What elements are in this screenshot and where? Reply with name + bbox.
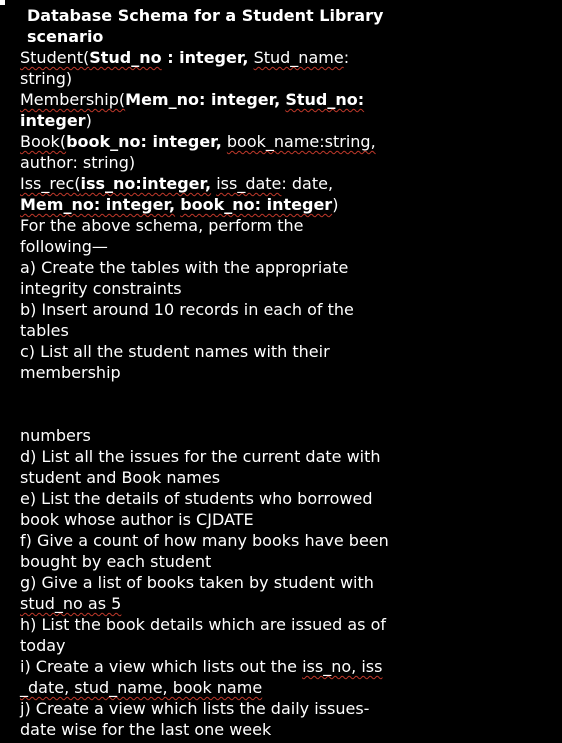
body-line: c) List all the student names with their: [20, 342, 330, 361]
body-line: b) Insert around 10 records in each of the: [20, 300, 354, 319]
body-line-iss-fields: iss_no, iss: [302, 657, 383, 676]
body-line: a) Create the tables with the appropriate: [20, 258, 349, 277]
body-line: integrity constraints: [20, 279, 182, 298]
schema-iss-rec-mem-no: Mem_no: integer,: [20, 195, 176, 214]
schema-student-name: Student(: [20, 48, 90, 67]
body-line: g) Give a list of books taken by student with: [20, 573, 374, 592]
schema-iss-rec-key: iss_no:integer,: [80, 174, 212, 193]
body-line: tables: [20, 321, 69, 340]
body-line: book whose author is CJDATE: [20, 510, 254, 529]
document-title: [20, 5, 550, 47]
schema-book-name: Book(: [20, 132, 67, 151]
schema-student: [20, 47, 550, 89]
body-line: For the above schema, perform the: [20, 216, 304, 235]
body-line-view-fields: _date, stud_name, book name: [20, 678, 263, 697]
schema-iss-rec-attr: iss_date: [216, 174, 282, 193]
body-line: d) List all the issues for the current date with: [20, 447, 381, 466]
schema-student-tail: :: [343, 48, 350, 67]
body-line: j) Create a view which lists the daily issues-: [20, 699, 370, 718]
schema-book: [20, 131, 550, 173]
body-line: student and Book names: [20, 468, 221, 487]
schema-membership-line-2: integer: [20, 111, 86, 130]
schema-student-key-type: : integer,: [161, 48, 249, 67]
schema-book-attr: book_name:string,: [226, 132, 376, 151]
body-line: bought by each student: [20, 552, 212, 571]
schema-membership-key: Mem_no: integer,: [125, 90, 281, 109]
schema-iss-rec-close: ): [332, 195, 339, 214]
schema-student-line-2: string): [20, 69, 73, 88]
schema-membership-attr: Stud_no:: [285, 90, 365, 109]
schema-student-attr: Stud_name: [253, 48, 344, 67]
body-line: following—: [20, 237, 108, 256]
body-line: h) List the book details which are issued as of: [20, 615, 386, 634]
blank-space: [20, 383, 550, 425]
schema-membership-tail: ): [85, 111, 92, 130]
schema-book-line-2: author: string): [20, 153, 136, 172]
body-line: f) Give a count of how many books have been: [20, 531, 389, 550]
title-line-1: Database Schema for a Student Library: [27, 6, 384, 25]
body-line: date wise for the last one week: [20, 720, 272, 739]
body-line: today: [20, 636, 66, 655]
schema-iss-rec: [20, 173, 550, 215]
body-line: membership: [20, 363, 121, 382]
schema-student-key: Stud_no: [89, 48, 162, 67]
document-body: [20, 5, 550, 740]
schema-iss-rec-name: Iss_rec(: [20, 174, 81, 193]
body-line: e) List the details of students who borrowed: [20, 489, 373, 508]
body-line: numbers: [20, 426, 91, 445]
body-line: i) Create a view which lists out the: [20, 657, 303, 676]
schema-membership-name: Membership(: [20, 90, 126, 109]
schema-book-key: book_no: integer,: [66, 132, 222, 151]
schema-membership: [20, 89, 550, 131]
title-line-2: scenario: [27, 27, 104, 46]
instructions-part-2: [20, 425, 550, 740]
resize-handle-icon[interactable]: [0, 0, 5, 5]
schema-iss-rec-tail: : date,: [281, 174, 334, 193]
instructions-part-1: [20, 215, 550, 383]
body-line-stud-no: stud_no as 5: [20, 594, 122, 613]
schema-iss-rec-book-no: book_no: integer: [180, 195, 333, 214]
